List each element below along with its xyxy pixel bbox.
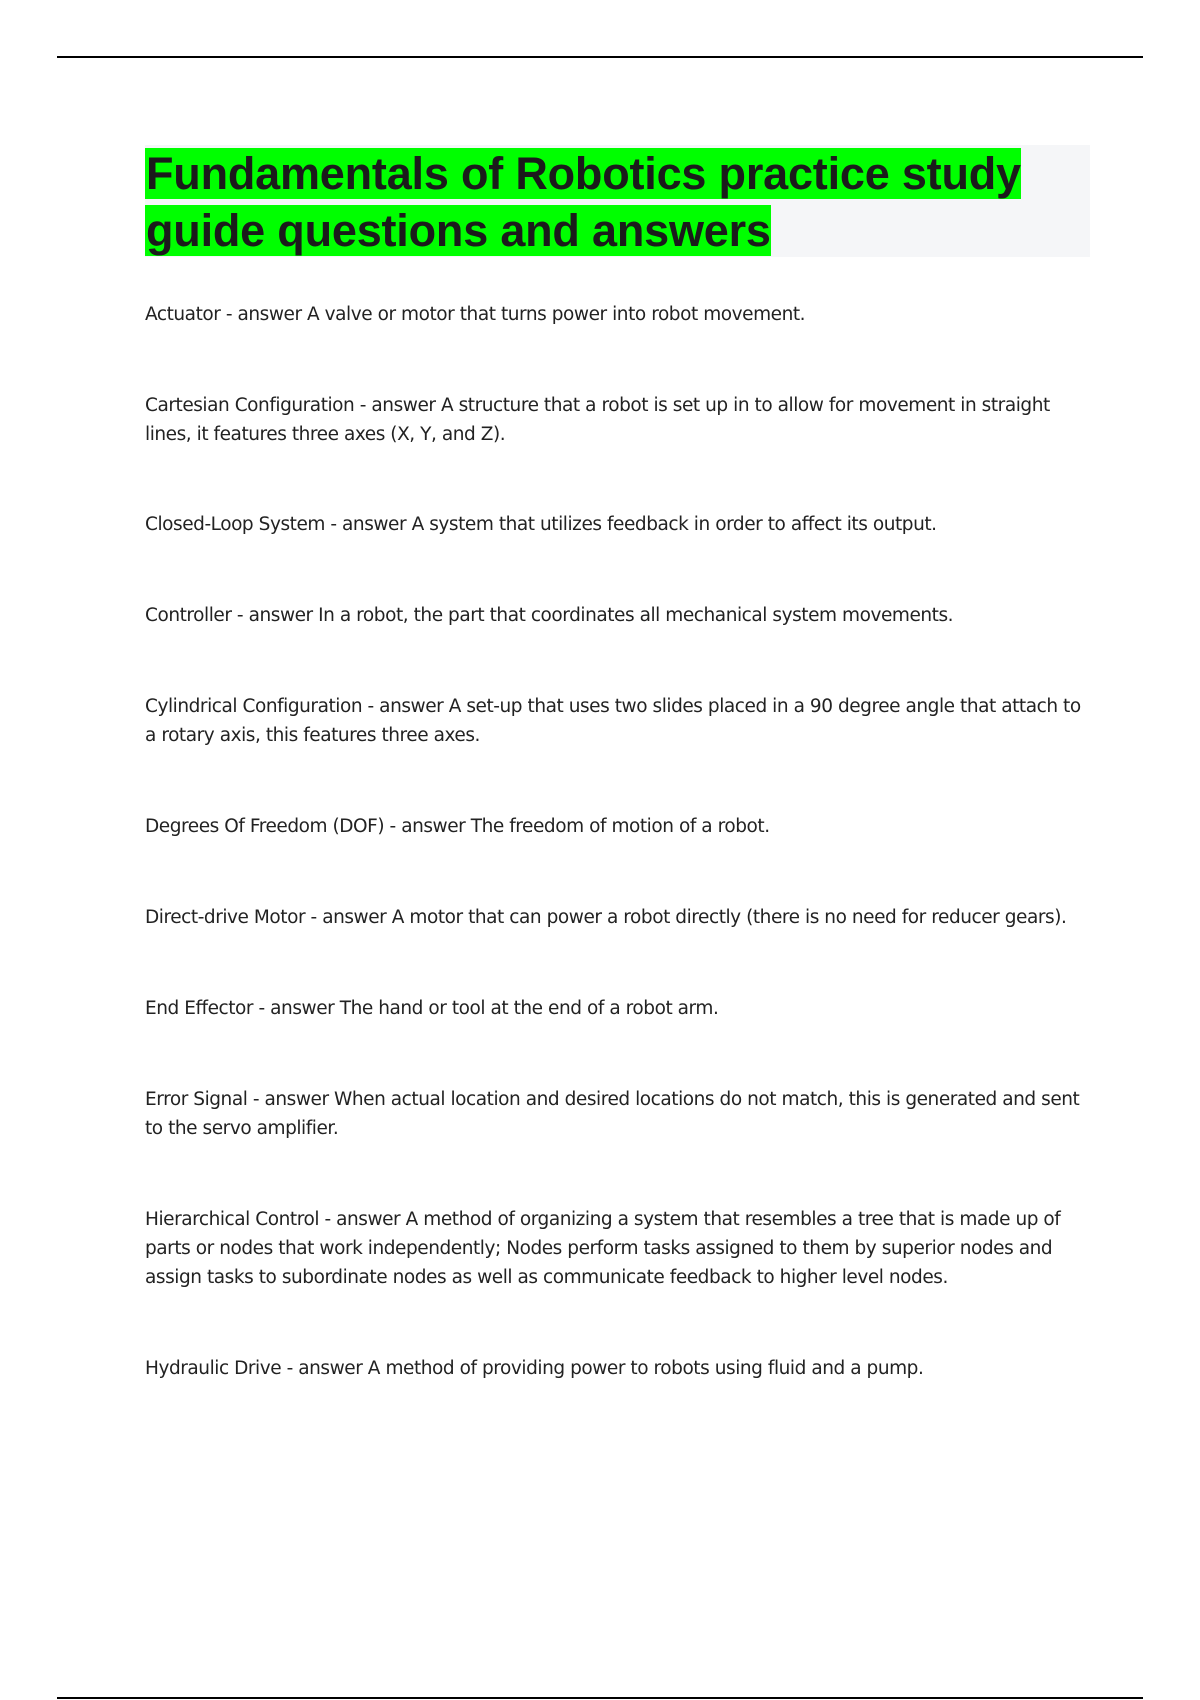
entry-controller: Controller - answer In a robot, the part that coordinates all mechanical system movements. [145, 605, 954, 626]
entry-cylindrical-configuration: Cylindrical Configuration - answer A set-up that uses two slides placed in a 90 degree angle that attach to a rotary axis, this features three axes. [145, 696, 1081, 746]
entry-direct-drive-motor: Direct-drive Motor - answer A motor that can power a robot directly (there is no need for reducer gears). [145, 907, 1067, 928]
footer-rule [57, 1697, 1143, 1699]
entry-cartesian-configuration: Cartesian Configuration - answer A structure that a robot is set up in to allow for movement in straight lines, it features three axes (X, Y, and Z). [145, 395, 1050, 445]
entry-end-effector: End Effector - answer The hand or tool at the end of a robot arm. [145, 998, 719, 1019]
entry-closed-loop-system: Closed-Loop System - answer A system that utilizes feedback in order to affect its output. [145, 514, 937, 535]
entry-degrees-of-freedom: Degrees Of Freedom (DOF) - answer The freedom of motion of a robot. [145, 816, 770, 837]
entry-hydraulic-drive: Hydraulic Drive - answer A method of providing power to robots using fluid and a pump. [145, 1358, 924, 1379]
entry-hierarchical-control: Hierarchical Control - answer A method of organizing a system that resembles a tree that is made up of parts or nodes that work independently; Nodes perform tasks assigned to them by superior nodes and assign tasks to subordinate nodes as well as communicate feedback to higher level nodes. [145, 1209, 1061, 1288]
document-title [145, 145, 1090, 259]
title-highlight: Fundamentals of Robotics practice study guide questions and answers [146, 148, 1021, 256]
entry-actuator: Actuator - answer A valve or motor that turns power into robot movement. [145, 304, 806, 325]
header-rule [57, 56, 1143, 58]
title-block [145, 145, 1090, 257]
entry-error-signal: Error Signal - answer When actual location and desired locations do not match, this is generated and sent to the servo amplifier. [145, 1089, 1080, 1139]
